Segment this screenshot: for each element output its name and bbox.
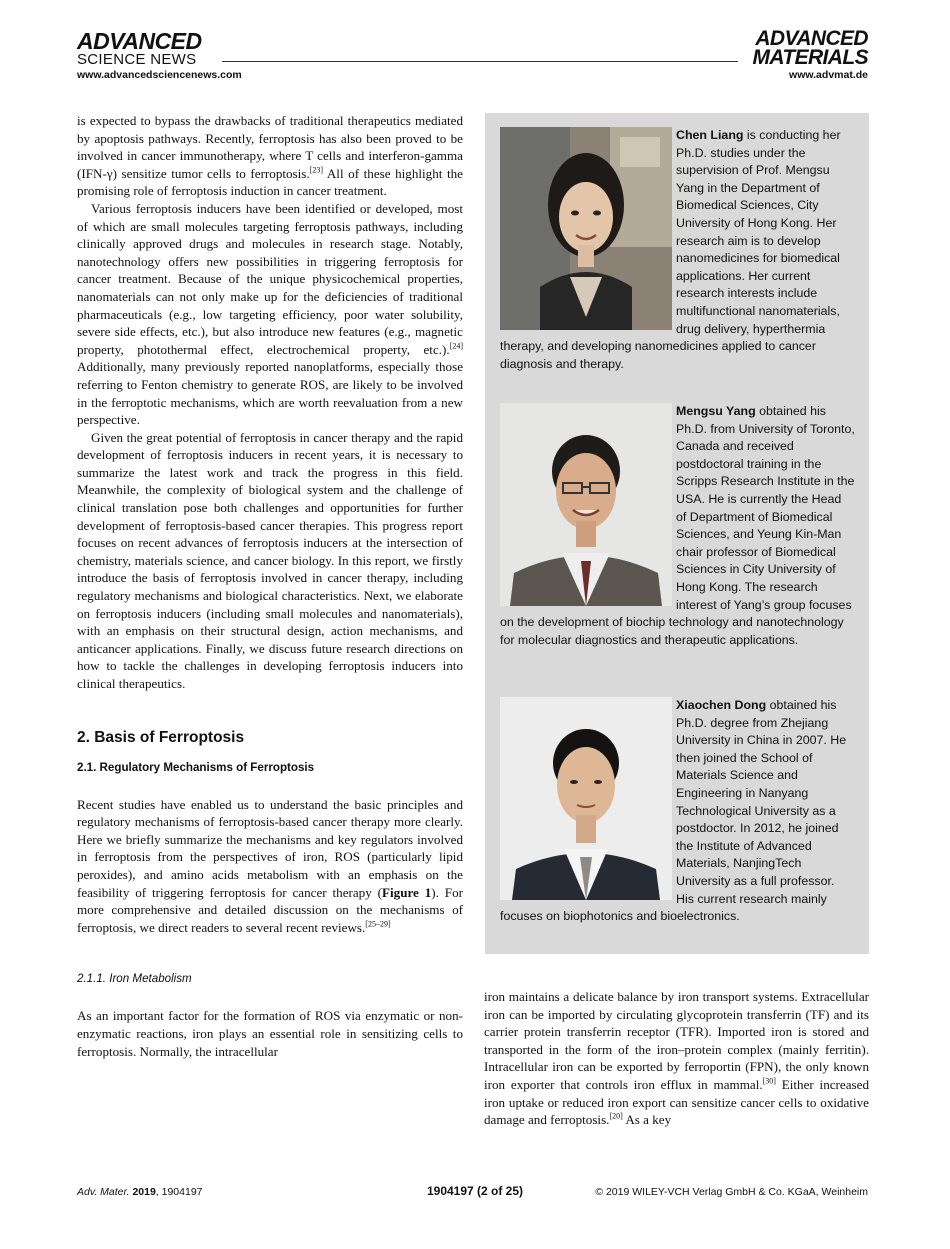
bio-name: Mengsu Yang xyxy=(676,404,756,418)
paragraph-4-text: Recent studies have enabled us to understand the basic principles and regulatory mechanisms of ferroptosis-based cancer therapy more clearly. Here we briefly summarize the mechanisms and key regulators involved in ferroptosis from the perspectives of iron, ROS (particularly lipid peroxides), and amino acids metabolism with an emphasis on the feasibility of triggering ferroptosis for cancer therapy ( xyxy=(77,796,463,900)
paragraph-6-mid: Either increased iron uptake or reduced iron export can sensitize cancer cells to oxidative damage and ferroptosis. xyxy=(484,1076,869,1128)
author-photo-xiaochen-dong xyxy=(500,697,672,900)
paragraph-4-mid: ). For more comprehensive and detailed discussion on the mechanisms of ferroptosis, we direct readers to several recent reviews. xyxy=(77,884,463,935)
citation[interactable]: [24] xyxy=(449,341,463,351)
bio-text: obtained his Ph.D. degree from Zhejiang University in China in 2007. He then joined the School of Materials Science and Engineering in Nanyang Technological University as a postdoctor. In 2012, he joined the Institute of Advanced Materials, NanjingTech University as a full professor. His current research mainly focuses on biophotonics and bioelectronics. xyxy=(500,698,847,924)
left-column xyxy=(77,112,463,1060)
paragraph-4 xyxy=(77,796,463,937)
journal-logo-left-line2: SCIENCE NEWS xyxy=(77,51,197,68)
citation[interactable]: [20] xyxy=(609,1111,623,1121)
subsection-heading: 2.1. Regulatory Mechanisms of Ferroptosis xyxy=(77,760,315,774)
subsubsection-heading: 2.1.1. Iron Metabolism xyxy=(77,972,192,986)
journal-logo-left xyxy=(77,30,202,67)
author-bio-mengsu-yang xyxy=(500,403,855,649)
journal-url[interactable]: www.advmat.de xyxy=(789,69,868,81)
footer-article-number: , 1904197 xyxy=(155,1186,203,1198)
footer-year: 2019 xyxy=(132,1186,156,1198)
author-bio-box xyxy=(485,113,869,954)
bio-text: is conducting her Ph.D. studies under the supervision of Prof. Mengsu Yang in the Department of Biomedical Sciences, City University of Hong Kong. Her research aim is to develop nanomedicines for biomedical applications. Her current research interests include multifunctional nanomaterials, drug delivery, hyperthermia therapy, and developing nanomedicines applied to cancer diagnosis and therapy. xyxy=(500,128,841,371)
author-photo-mengsu-yang xyxy=(500,403,672,606)
paragraph-6-text: iron maintains a delicate balance by iron transport systems. Extracellular iron can be imported by circulating glycoprotein transferrin (TF) and its carrier protein transferrin receptor (TFR). Imported iron is stored and transported in the form of the iron–protein complex (mainly ferritin). Intracellular iron can be exported by ferroportin (FPN), the only known iron exporter that controls iron efflux in mammal. xyxy=(484,989,869,1092)
paragraph-2 xyxy=(77,200,463,429)
paragraph-3: Given the great potential of ferroptosis in cancer therapy and the rapid development of ferroptosis inducers in recent years, it is necessary to summarize the latest work and track the progress in this field. Meanwhile, the complexity of biological system and the challenge of clinical translation pose both challenges and opportunities for further development of ferroptosis-based cancer therapies. This progress report focuses on recent advances of ferroptosis inducers at the intersection of chemistry, materials science, and cancer biology. In this report, we firstly introduce the basis of ferroptosis involved in cancer therapy, including regulatory mechanisms and biological characteristics. Next, we elaborate on ferroptosis inducers (including small molecules and nanomaterials), with an emphasis on their structural design, action mechanisms, and anticancer applications. Finally, we discuss future research directions on how to tackle the challenges in developing ferroptosis inducers into clinical therapeutics. xyxy=(77,429,463,691)
author-bio-chen-liang xyxy=(500,127,855,373)
author-bio-xiaochen-dong xyxy=(500,697,855,926)
journal-logo-right-line2: MATERIALS xyxy=(752,45,868,69)
bio-text: obtained his Ph.D. from University of Toronto, Canada and received postdoctoral training in the Scripps Research Institute in the USA. He is currently the Head of Department of Biomedical Sciences, and Yeung Kin-Man chair professor of Biomedical Sciences in City University of Hong Kong. The research interest of Yang’s group focuses on the development of biochip technology and nanotechnology for molecular diagnostics and therapeutic applications. xyxy=(500,404,855,647)
paragraph-5: As an important factor for the formation of ROS via enzymatic or non-enzymatic reactions, iron plays an essential role in sensitizing cells to ferroptosis. Normally, the intracellular xyxy=(77,1008,463,1059)
bio-name: Chen Liang xyxy=(676,128,744,142)
footer-journal: Adv. Mater. xyxy=(77,1186,130,1198)
journal-logo-right xyxy=(752,27,868,69)
journal-logo-left-line1: ADVANCED xyxy=(77,28,202,54)
paragraph-2-tail: Additionally, many previously reported nanoplatforms, especially those referring to Fenton chemistry to generate ROS, are likely to be involved in the ferroptotic mechanisms, which are worth reevaluation from a new perspective. xyxy=(77,359,463,428)
publisher-url[interactable]: www.advancedsciencenews.com xyxy=(77,69,242,81)
paragraph-6-tail: As a key xyxy=(622,1112,672,1128)
paragraph-1 xyxy=(77,112,463,200)
paragraph-1-text: is expected to bypass the drawbacks of traditional therapeutics mediated by apoptosis pathways. Recently, ferroptosis has also been proved to be involved in cancer immunotherapy, where T cells and interferon-gamma (IFN-γ) sensitize tumor cells to ferroptosis. xyxy=(77,113,463,181)
citation[interactable]: [23] xyxy=(309,165,323,175)
paragraph-1-tail: All of these highlight the promising role of ferroptosis induction in cancer treatment. xyxy=(77,165,463,199)
figure-reference[interactable]: Figure 1 xyxy=(382,884,432,900)
paragraph-6 xyxy=(484,988,869,1129)
section-heading: 2. Basis of Ferroptosis xyxy=(77,728,245,746)
citation[interactable]: [30] xyxy=(762,1076,776,1086)
footer-copyright: © 2019 WILEY-VCH Verlag GmbH & Co. KGaA, Weinheim xyxy=(595,1186,868,1198)
header-rule xyxy=(222,61,738,62)
journal-logo-right-line1: ADVANCED xyxy=(755,27,868,50)
bio-name: Xiaochen Dong xyxy=(676,698,767,712)
right-column-text xyxy=(484,988,869,1129)
paragraph-2-text: Various ferroptosis inducers have been identified or developed, most of which are small molecules targeting ferroptosis pathways, including clinically approved drugs and molecules in research stage. Notably, nanotechnology offers new possibilities in triggering ferroptosis for cancer treatment. Because of the unique physicochemical properties, nanomaterials can not only make up for the deficiencies of traditional pharmaceuticals (e.g., low targeting efficiency, poor water solubility, severe side effects, etc.), but also introduce new features (e.g., magnetic property, photothermal effect, electrochemical property, etc.). xyxy=(77,200,463,357)
citation[interactable]: [25–29] xyxy=(365,919,391,929)
page-number: 1904197 (2 of 25) xyxy=(426,1184,524,1198)
author-photo-chen-liang xyxy=(500,127,672,330)
